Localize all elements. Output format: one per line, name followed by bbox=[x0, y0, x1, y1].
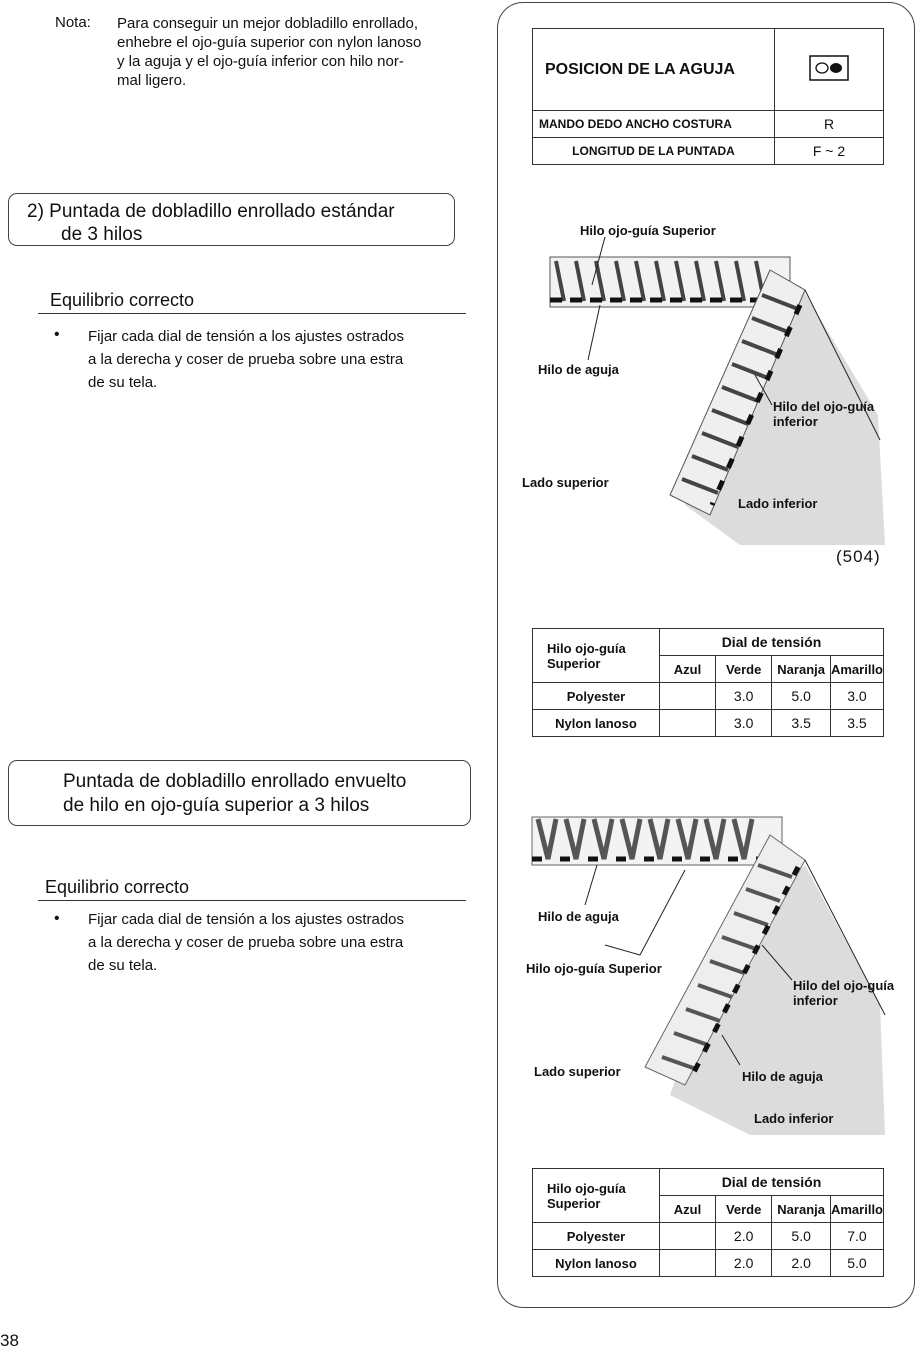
bullet-dot: • bbox=[54, 910, 60, 927]
tension-table-standard bbox=[532, 628, 884, 737]
needle-position-header: POSICION DE LA AGUJA bbox=[533, 29, 775, 111]
tension-col-header: Amarillo bbox=[830, 656, 883, 683]
label-needle-thread: Hilo de aguja bbox=[538, 362, 619, 377]
paragraph-line: Fijar cada dial de tensión a los ajustes ostrados bbox=[88, 328, 405, 345]
tension-col-header: Azul bbox=[659, 656, 715, 683]
stitch-length-label: LONGITUD DE LA PUNTADA bbox=[533, 138, 775, 165]
tension-corner-line: Superior bbox=[547, 655, 601, 671]
note-line: Para conseguir un mejor dobladillo enrollado, bbox=[117, 15, 419, 32]
tension-row-label: Polyester bbox=[533, 683, 660, 710]
label-upper-looper-thread: Hilo ojo-guía Superior bbox=[580, 223, 716, 238]
paragraph-line: a la derecha y coser de prueba sobre una estra bbox=[88, 351, 404, 368]
label-upper-looper-thread: Hilo ojo-guía Superior bbox=[526, 961, 662, 976]
tension-value bbox=[659, 710, 715, 737]
heading-underline bbox=[38, 313, 466, 314]
tension-corner-cell bbox=[533, 629, 660, 683]
label-lower-looper-thread: inferior bbox=[773, 414, 818, 429]
tension-value bbox=[659, 683, 715, 710]
bullet-dot: • bbox=[54, 326, 60, 343]
tension-value: 5.0 bbox=[772, 683, 831, 710]
stitch-width-label: MANDO DEDO ANCHO COSTURA bbox=[533, 111, 775, 138]
label-needle-thread: Hilo de aguja bbox=[538, 909, 619, 924]
tension-row-label: Nylon lanoso bbox=[533, 1250, 660, 1277]
paragraph-line: Fijar cada dial de tensión a los ajustes ostrados bbox=[88, 911, 405, 928]
tension-col-header: Verde bbox=[716, 1196, 772, 1223]
paragraph-line: de su tela. bbox=[88, 374, 158, 391]
label-lower-looper-thread: inferior bbox=[793, 993, 838, 1008]
tension-value: 3.0 bbox=[716, 683, 772, 710]
section-title-box-standard bbox=[8, 193, 455, 246]
note-text bbox=[117, 14, 477, 90]
tension-value: 5.0 bbox=[772, 1223, 831, 1250]
tension-corner-line: Hilo ojo-guía bbox=[547, 1180, 626, 1196]
tension-value bbox=[659, 1250, 715, 1277]
section-title-line: de hilo en ojo-guía superior a 3 hilos bbox=[63, 795, 370, 816]
section-title-line: de 3 hilos bbox=[61, 224, 143, 245]
instruction-paragraph bbox=[88, 325, 404, 394]
tension-col-header: Verde bbox=[716, 656, 772, 683]
note-line: mal ligero. bbox=[117, 72, 187, 89]
section-title-box-wrapped bbox=[8, 760, 471, 826]
tension-value bbox=[659, 1223, 715, 1250]
instruction-paragraph bbox=[88, 908, 404, 977]
section-title-line: Puntada de dobladillo enrollado envuelto bbox=[63, 771, 407, 792]
tension-corner-cell bbox=[533, 1169, 660, 1223]
stitch-length-value: F ~ 2 bbox=[775, 138, 884, 165]
tension-col-header: Azul bbox=[659, 1196, 715, 1223]
tension-value: 2.0 bbox=[772, 1250, 831, 1277]
page-number: 38 bbox=[0, 1331, 19, 1350]
needle-position-icon bbox=[809, 55, 849, 81]
tension-row-label: Polyester bbox=[533, 1223, 660, 1250]
section-title-line: 2) Puntada de dobladillo enrollado estándar bbox=[27, 201, 395, 222]
tension-row-label: Nylon lanoso bbox=[533, 710, 660, 737]
label-lower-looper-thread: Hilo del ojo-guía bbox=[773, 399, 875, 414]
label-bottom-side: Lado inferior bbox=[738, 496, 818, 511]
needle-position-table bbox=[532, 28, 884, 165]
label-needle-thread: Hilo de aguja bbox=[742, 1069, 823, 1084]
tension-value: 3.0 bbox=[716, 710, 772, 737]
note-label: Nota: bbox=[55, 14, 91, 31]
label-top-side: Lado superior bbox=[522, 475, 609, 490]
paragraph-line: a la derecha y coser de prueba sobre una estra bbox=[88, 934, 404, 951]
tension-value: 7.0 bbox=[830, 1223, 883, 1250]
tension-value: 3.5 bbox=[830, 710, 883, 737]
tension-value: 2.0 bbox=[716, 1250, 772, 1277]
note-line: y la aguja y el ojo-guía inferior con hilo nor- bbox=[117, 53, 404, 70]
tension-group-header: Dial de tensión bbox=[659, 629, 883, 656]
tension-col-header: Naranja bbox=[772, 656, 831, 683]
paragraph-line: de su tela. bbox=[88, 957, 158, 974]
label-top-side: Lado superior bbox=[534, 1064, 621, 1079]
figure-number: (504) bbox=[836, 547, 881, 566]
section-heading: Equilibrio correcto bbox=[50, 290, 195, 310]
tension-col-header: Naranja bbox=[772, 1196, 831, 1223]
label-lower-looper-thread: Hilo del ojo-guía bbox=[793, 978, 895, 993]
tension-value: 3.5 bbox=[772, 710, 831, 737]
tension-corner-line: Superior bbox=[547, 1195, 601, 1211]
tension-value: 3.0 bbox=[830, 683, 883, 710]
tension-value: 2.0 bbox=[716, 1223, 772, 1250]
tension-group-header: Dial de tensión bbox=[659, 1169, 883, 1196]
label-bottom-side: Lado inferior bbox=[754, 1111, 834, 1126]
needle-position-cell bbox=[775, 29, 884, 111]
tension-corner-line: Hilo ojo-guía bbox=[547, 640, 626, 656]
tension-table-wrapped bbox=[532, 1168, 884, 1277]
tension-value: 5.0 bbox=[830, 1250, 883, 1277]
stitch-width-value: R bbox=[775, 111, 884, 138]
note-line: enhebre el ojo-guía superior con nylon lanoso bbox=[117, 34, 422, 51]
tension-col-header: Amarillo bbox=[830, 1196, 883, 1223]
heading-underline bbox=[38, 900, 466, 901]
section-heading: Equilibrio correcto bbox=[45, 877, 190, 897]
